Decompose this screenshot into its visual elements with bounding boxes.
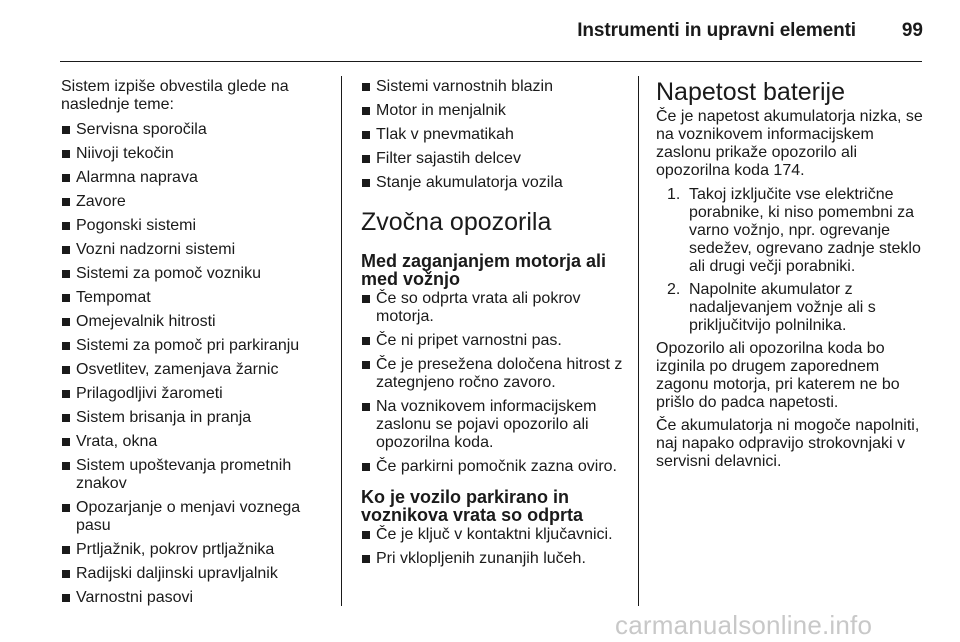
list-item: Pri vklopljenih zunanjih lučeh. xyxy=(361,550,627,568)
watermark: carmanualsonline.info xyxy=(615,610,873,640)
subheading-engine-start-driving: Med zaganjanjem motorja ali med vožnjo xyxy=(361,251,607,289)
step-number: 1. xyxy=(667,186,681,203)
list-item: Tempomat xyxy=(61,289,331,307)
list-item: Opozarjanje o menjavi voznega pasu xyxy=(61,499,331,535)
battery-intro-paragraph: Če je napetost akumulatorja nizka, se na voznikovem informacijskem zaslonu prikaže opozorilo ali opozorilna koda 174. xyxy=(656,108,923,179)
list-item: Sistemi za pomoč vozniku xyxy=(61,265,331,283)
list-item: Filter sajastih delcev xyxy=(361,150,627,168)
list-item: Varnostni pasovi xyxy=(61,589,331,607)
column-divider-2 xyxy=(638,76,639,606)
column-3 xyxy=(656,78,928,476)
list-item: Sistemi varnostnih blazin xyxy=(361,78,627,96)
column-1 xyxy=(61,78,331,613)
numbered-step xyxy=(656,281,928,335)
list-item: Pogonski sistemi xyxy=(61,217,331,235)
list-item: Če je ključ v kontaktni ključavnici. xyxy=(361,526,627,544)
list-item: Sistem upoštevanja prometnih znakov xyxy=(61,457,331,493)
list-item: Servisna sporočila xyxy=(61,121,331,139)
list-item: Vrata, okna xyxy=(61,433,331,451)
list-item: Vozni nadzorni sistemi xyxy=(61,241,331,259)
list-item: Če so odprta vrata ali pokrov motorja. xyxy=(361,290,627,326)
list-item: Prtljažnik, pokrov prtljažnika xyxy=(61,541,331,559)
list-item: Zavore xyxy=(61,193,331,211)
list-item: Če ni pripet varnostni pas. xyxy=(361,332,627,350)
message-topics-list xyxy=(61,121,331,607)
column-divider-1 xyxy=(341,76,342,606)
battery-paragraph-workshop: Če akumulatorja ni mogoče napolniti, naj napako odpravijo strokovnjaki v servisni delavnici. xyxy=(656,417,920,470)
section-heading-battery-voltage: Napetost baterije xyxy=(656,78,846,106)
message-topics-list-continued xyxy=(361,78,627,192)
audible-warnings-list-2 xyxy=(361,526,627,568)
list-item: Če parkirni pomočnik zazna oviro. xyxy=(361,458,627,476)
list-item: Sistemi za pomoč pri parkiranju xyxy=(61,337,331,355)
numbered-step xyxy=(656,186,928,276)
list-item: Omejevalnik hitrosti xyxy=(61,313,331,331)
step-text: Napolnite akumulator z nadaljevanjem vožnje ali s priključitvijo polnilnika. xyxy=(689,281,876,334)
audible-warnings-list-1 xyxy=(361,290,627,476)
step-text: Takoj izključite vse električne porabnike, ki niso pomembni za varno vožnjo, npr. ogrevanje sedežev, ogrevano zadnje steklo ali drugi večji porabniki. xyxy=(689,186,921,275)
battery-paragraph-warning-clears: Opozorilo ali opozorilna koda bo izginila po drugem zaporednem zagonu motorja, pri katerem ne bo prišlo do padca napetosti. xyxy=(656,340,900,411)
list-item: Prilagodljivi žarometi xyxy=(61,385,331,403)
header-divider xyxy=(60,61,922,62)
subheading-vehicle-parked: Ko je vozilo parkirano in voznikova vrata so odprta xyxy=(361,487,584,525)
step-number: 2. xyxy=(667,281,681,298)
page-number: 99 xyxy=(901,20,923,41)
list-item: Stanje akumulatorja vozila xyxy=(361,174,627,192)
intro-paragraph: Sistem izpiše obvestila glede na naslednje teme: xyxy=(61,78,289,113)
page-header-title: Instrumenti in upravni elementi xyxy=(577,20,856,41)
column-2 xyxy=(361,78,627,574)
battery-steps-list xyxy=(656,186,928,335)
list-item: Če je presežena določena hitrost z zategnjeno ročno zavoro. xyxy=(361,356,627,392)
list-item: Alarmna naprava xyxy=(61,169,331,187)
list-item: Osvetlitev, zamenjava žarnic xyxy=(61,361,331,379)
list-item: Sistem brisanja in pranja xyxy=(61,409,331,427)
list-item: Motor in menjalnik xyxy=(361,102,627,120)
list-item: Niivoji tekočin xyxy=(61,145,331,163)
section-heading-audible-warnings: Zvočna opozorila xyxy=(361,208,552,236)
list-item: Na voznikovem informacijskem zaslonu se pojavi opozorilo ali opozorilna koda. xyxy=(361,398,627,452)
list-item: Tlak v pnevmatikah xyxy=(361,126,627,144)
list-item: Radijski daljinski upravljalnik xyxy=(61,565,331,583)
